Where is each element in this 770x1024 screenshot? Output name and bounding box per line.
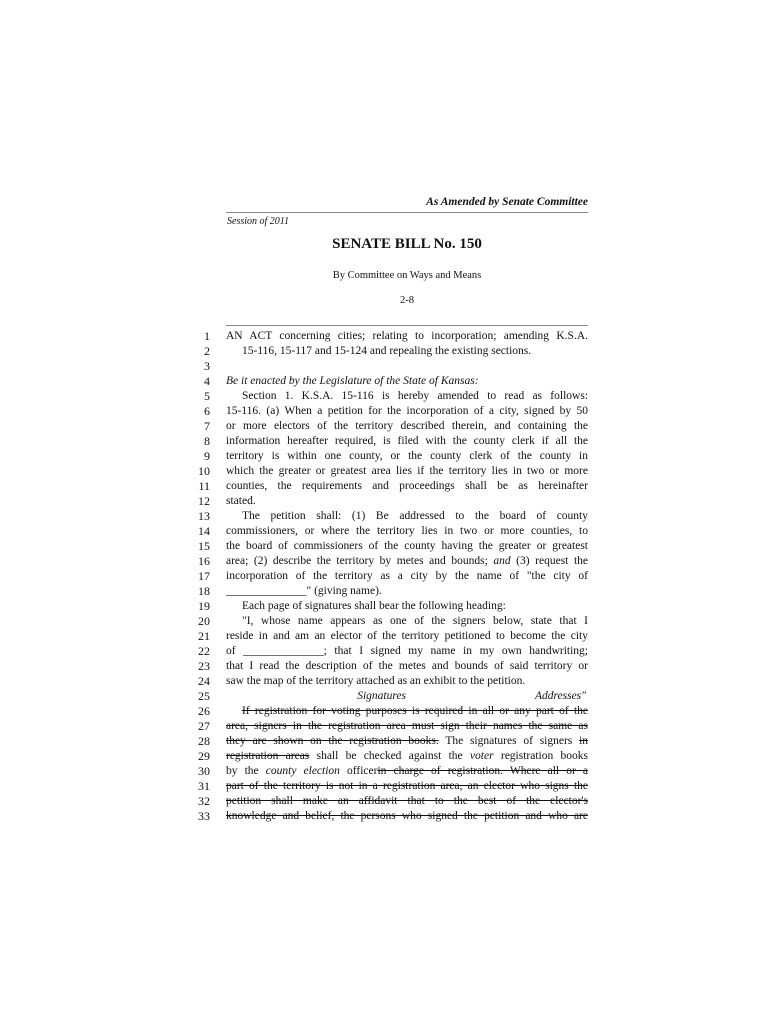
line-number: 18 — [198, 584, 210, 598]
enacting-clause: Be it enacted by the Legislature of the State of Kansas: — [226, 375, 479, 387]
text-line-18: ______________" (giving name). — [226, 585, 382, 597]
body-rule — [226, 325, 588, 326]
text-line-21: reside in and am an elector of the territory petitioned to become the city — [226, 630, 588, 642]
line-number: 12 — [198, 494, 210, 508]
text-line-20: "I, whose name appears as one of the signers below, state that I — [242, 615, 588, 627]
text-line-29 — [226, 749, 588, 764]
line-number: 26 — [198, 704, 210, 718]
line-number: 33 — [198, 809, 210, 823]
line-number: 7 — [204, 419, 210, 433]
text-line-10: which the greater or greatest area lies if the territory lies in two or more — [226, 465, 588, 477]
bill-date: 2-8 — [400, 295, 414, 306]
text-line-11: counties, the requirements and proceedings shall be as hereinafter — [226, 480, 588, 492]
text-line-28-b: The signatures of signers — [445, 735, 573, 747]
struck-text-30: in charge of registration. Where all or a — [377, 765, 588, 777]
text-line-14: commissioners, or where the territory lies in two or more counties, to — [226, 525, 588, 537]
bill-text — [226, 329, 588, 824]
text-line-22: of ______________; that I signed my name in my own handwriting; — [226, 645, 588, 657]
line-number: 15 — [198, 539, 210, 553]
text-line-3 — [226, 359, 588, 374]
text-line-16-c: (3) request the — [516, 555, 588, 567]
text-line-24: saw the map of the territory attached as an exhibit to the petition. — [226, 675, 526, 687]
text-line-13: The petition shall: (1) Be addressed to the board of county — [242, 510, 588, 522]
line-number: 32 — [198, 794, 210, 808]
line-number: 10 — [198, 464, 210, 478]
line-number: 25 — [198, 689, 210, 703]
line-number: 16 — [198, 554, 210, 568]
text-line-30-c: officer — [347, 765, 378, 777]
text-line-9: territory is within one county, or the county clerk of the county in — [226, 450, 588, 462]
text-line-8: information hereafter required, is filed with the county clerk if all the — [226, 435, 588, 447]
inserted-and: and — [493, 555, 511, 567]
line-number: 30 — [198, 764, 210, 778]
text-line-1: AN ACT concerning cities; relating to incorporation; amending K.S.A. — [226, 330, 588, 342]
line-number: 17 — [198, 569, 210, 583]
line-number: 8 — [204, 434, 210, 448]
struck-in: in — [579, 735, 589, 747]
line-number: 20 — [198, 614, 210, 628]
text-line-7: or more electors of the territory described therein, and containing the — [226, 420, 588, 432]
line-number: 3 — [204, 359, 210, 373]
line-number: 9 — [204, 449, 210, 463]
line-number: 29 — [198, 749, 210, 763]
line-number: 2 — [204, 344, 210, 358]
line-number: 24 — [198, 674, 210, 688]
text-line-30 — [226, 764, 588, 779]
struck-line-32: petition shall make an affidavit that to the best of the elector's — [226, 795, 588, 807]
struck-text-28: they are shown on the registration books. — [226, 735, 439, 747]
session-label: Session of 2011 — [227, 216, 290, 227]
text-line-16 — [226, 554, 588, 569]
text-line-5: Section 1. K.S.A. 15-116 is hereby amended to read as follows: — [242, 390, 588, 402]
text-line-17: incorporation of the territory as a city by the name of "the city of — [226, 570, 588, 582]
line-number: 4 — [204, 374, 210, 388]
line-number: 23 — [198, 659, 210, 673]
line-number: 31 — [198, 779, 210, 793]
text-line-25 — [226, 689, 588, 704]
line-number: 13 — [198, 509, 210, 523]
text-line-30-a: by the — [226, 765, 259, 777]
line-number: 28 — [198, 734, 210, 748]
line-number: 6 — [204, 404, 210, 418]
text-line-2: 15-116, 15-117 and 15-124 and repealing the existing sections. — [242, 345, 532, 357]
text-line-29-d: registration books — [500, 750, 588, 762]
line-number: 22 — [198, 644, 210, 658]
line-number: 14 — [198, 524, 210, 538]
struck-line-31: part of the territory is not in a registration area, an elector who signs the — [226, 780, 588, 792]
text-line-23: that I read the description of the metes and bounds of said territory or — [226, 660, 588, 672]
text-line-6: 15-116. (a) When a petition for the incorporation of a city, signed by 50 — [226, 405, 588, 417]
bill-title: SENATE BILL No. 150 — [332, 236, 482, 252]
line-number: 19 — [198, 599, 210, 613]
line-number: 11 — [198, 479, 210, 493]
inserted-voter: voter — [469, 750, 494, 762]
struck-line-26: If registration for voting purposes is required in all or any part of the — [242, 705, 588, 717]
text-line-29-b: shall be checked against the — [316, 750, 463, 762]
line-number: 5 — [204, 389, 210, 403]
text-line-19: Each page of signatures shall bear the following heading: — [242, 600, 506, 612]
struck-line-33: knowledge and belief, the persons who signed the petition and who are — [226, 810, 588, 822]
struck-registration-areas: registration areas — [226, 750, 310, 762]
struck-line-27: area, signers in the registration area must sign their names the same as — [226, 720, 588, 732]
text-line-12: stated. — [226, 495, 256, 507]
inserted-county-election: county election — [265, 765, 340, 777]
text-line-28 — [226, 734, 588, 749]
header-rule — [226, 212, 588, 213]
addresses-heading: Addresses" — [534, 690, 586, 702]
line-number: 1 — [204, 329, 210, 343]
text-line-15: the board of commissioners of the county having the greater or greatest — [226, 540, 588, 552]
line-number: 21 — [198, 629, 210, 643]
committee-line: By Committee on Ways and Means — [332, 270, 482, 281]
line-number-column — [180, 329, 210, 824]
signatures-heading: Signatures — [357, 690, 406, 702]
line-number: 27 — [198, 719, 210, 733]
amended-notice: As Amended by Senate Committee — [426, 196, 588, 208]
text-line-16-a: area; (2) describe the territory by metes and bounds; — [226, 555, 488, 567]
